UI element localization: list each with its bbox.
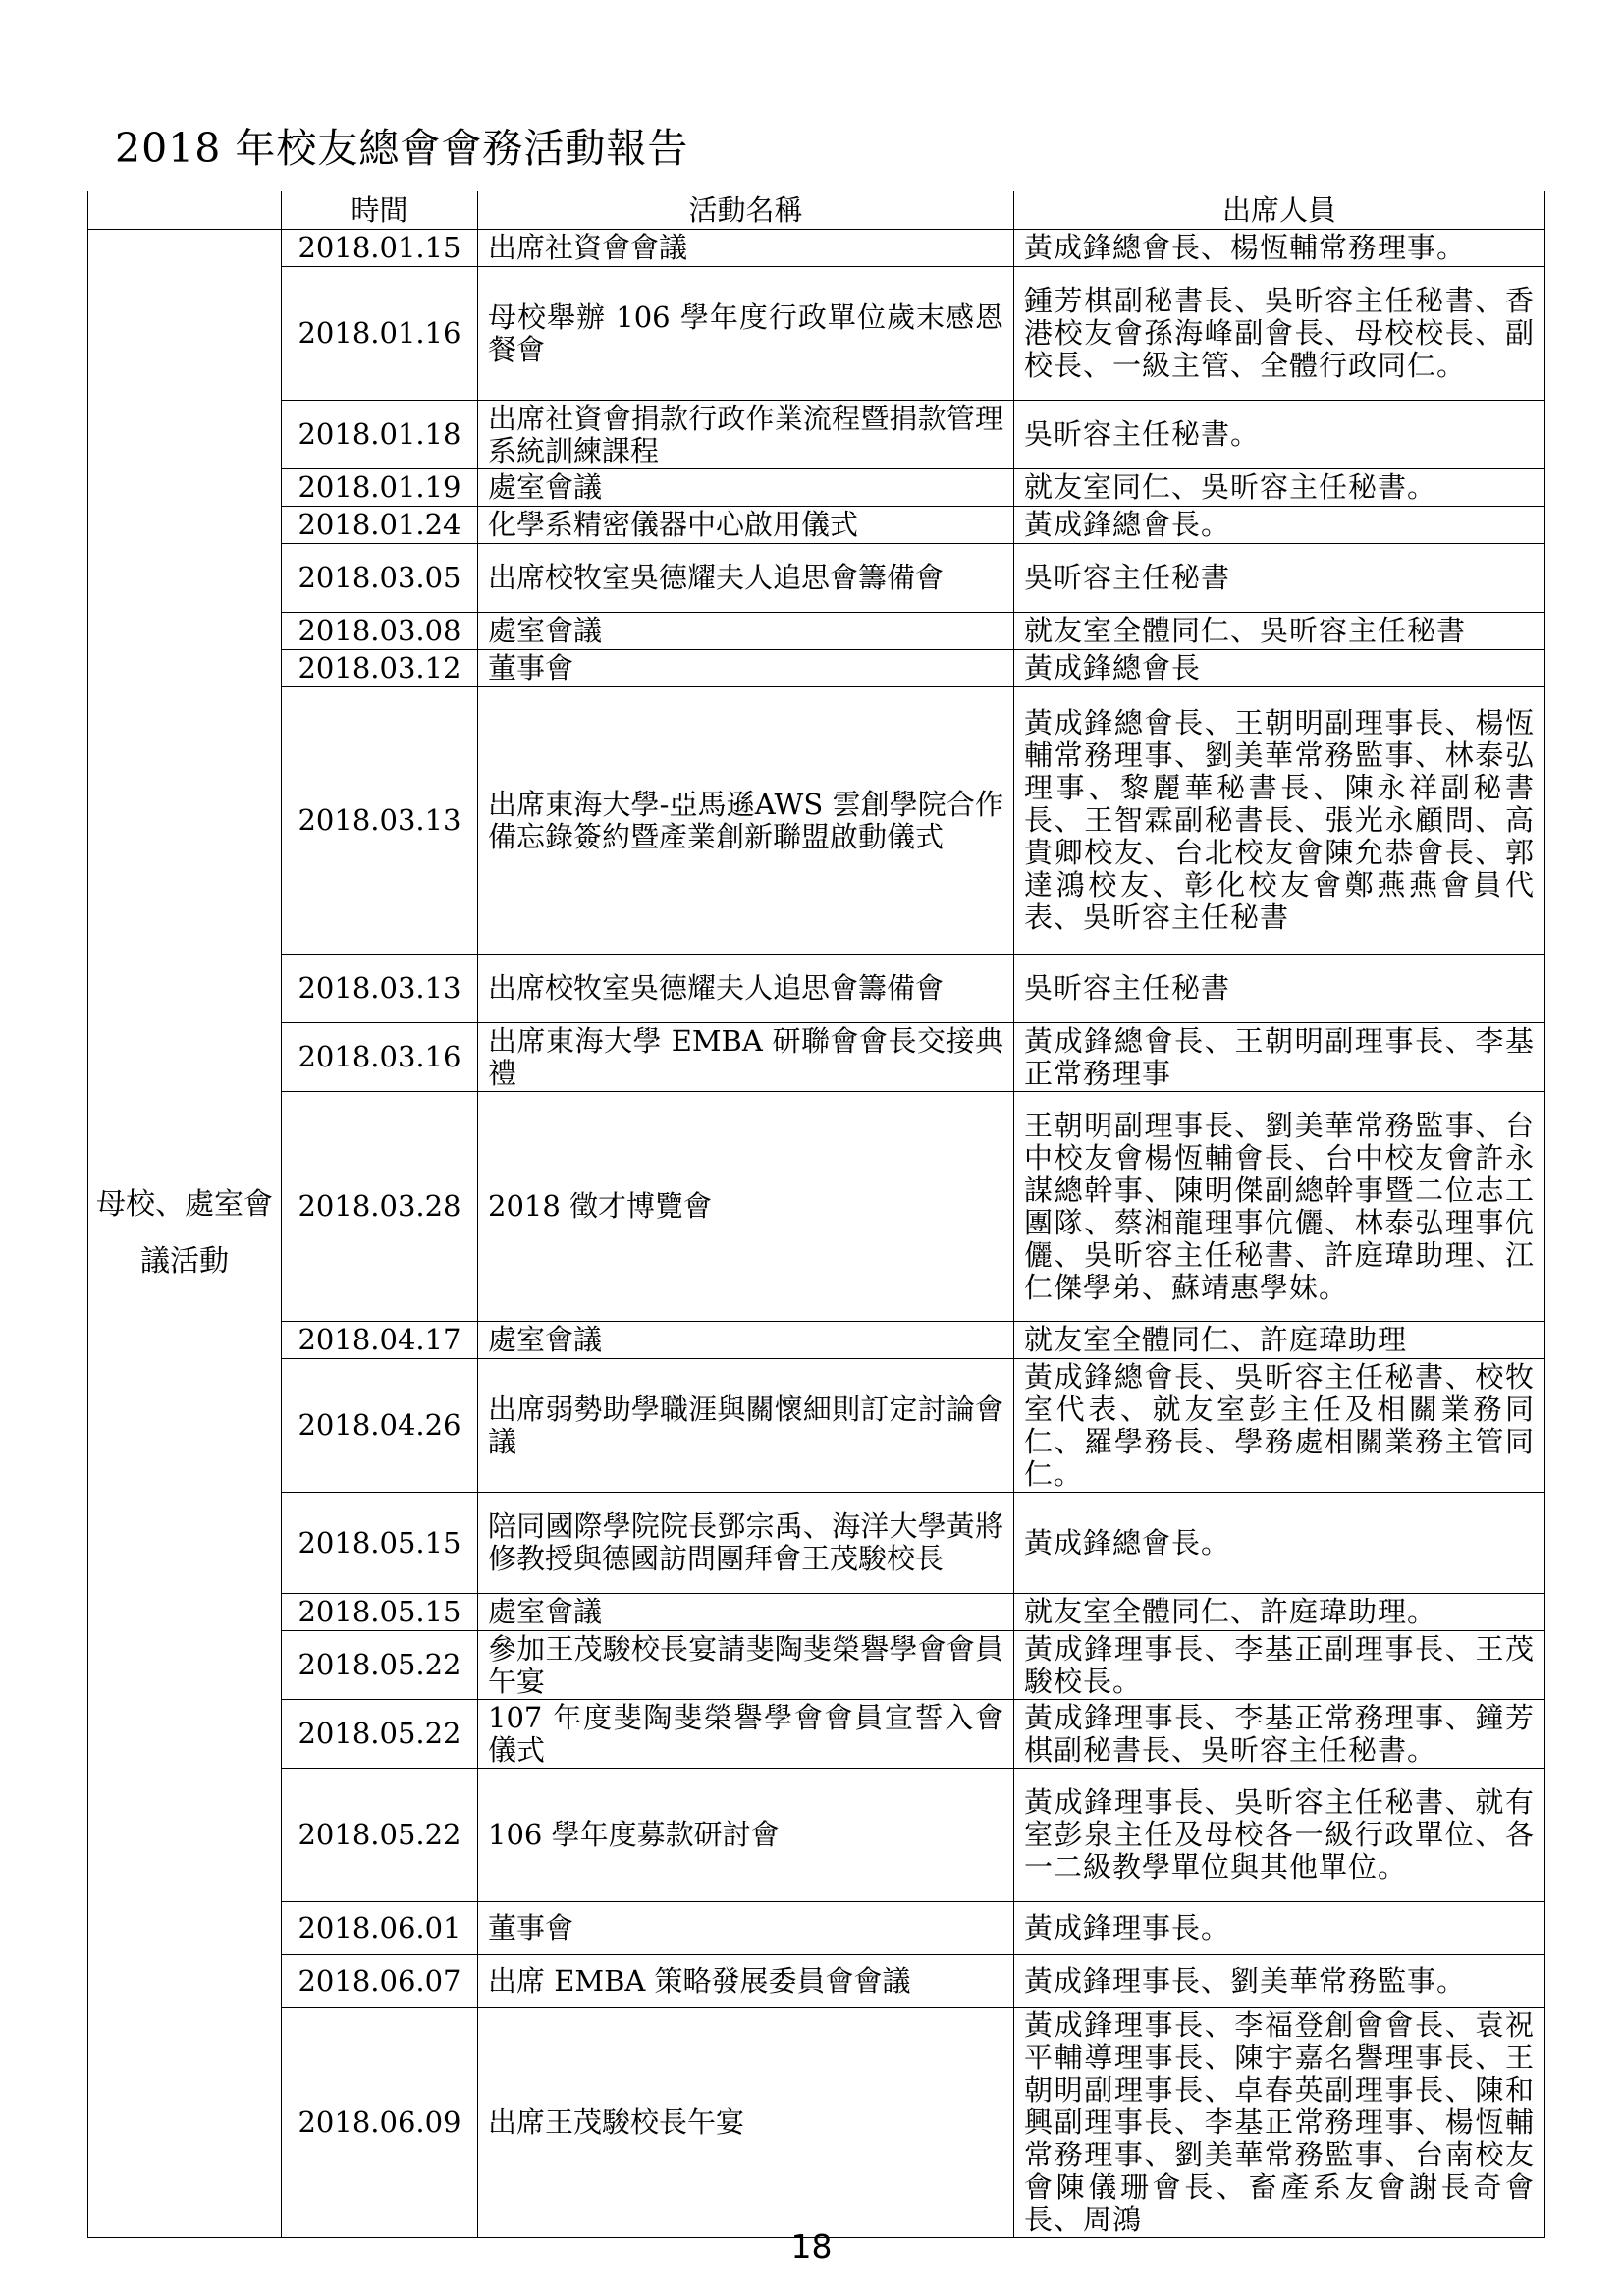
attendees-cell: 黃成鋒理事長。: [1014, 1902, 1545, 1955]
table-row: [88, 544, 1545, 613]
activity-cell: 處室會議: [478, 613, 1014, 650]
date-cell: 2018.03.13: [282, 687, 478, 955]
date-cell: 2018.03.12: [282, 650, 478, 687]
attendees-cell: 吳昕容主任秘書: [1014, 955, 1545, 1023]
attendees-cell: 就友室全體同仁、許庭瑋助理。: [1014, 1594, 1545, 1631]
table-row: [88, 1631, 1545, 1700]
table-row: [88, 401, 1545, 469]
date-cell: 2018.03.13: [282, 955, 478, 1023]
table-row: [88, 1359, 1545, 1493]
activity-cell: 處室會議: [478, 1594, 1014, 1631]
activity-cell: 處室會議: [478, 469, 1014, 507]
attendees-cell: 王朝明副理事長、劉美華常務監事、台中校友會楊恆輔會長、台中校友會許永謀總幹事、陳明傑副總幹事暨二位志工團隊、蔡湘龍理事伉儷、林泰弘理事伉儷、吳昕容主任秘書、許庭瑋助理、江仁傑學弟、蘇靖惠學妹。: [1014, 1092, 1545, 1322]
date-cell: 2018.06.01: [282, 1902, 478, 1955]
date-cell: 2018.06.09: [282, 2008, 478, 2238]
date-cell: 2018.06.07: [282, 1955, 478, 2008]
document-title: 2018 年校友總會會務活動報告: [115, 125, 689, 172]
table-row: [88, 267, 1545, 401]
table-row: [88, 650, 1545, 687]
date-cell: 2018.01.15: [282, 230, 478, 267]
activity-cell: 參加王茂駿校長宴請斐陶斐榮譽學會會員午宴: [478, 1631, 1014, 1700]
activity-cell: 出席 EMBA 策略發展委員會會議: [478, 1955, 1014, 2008]
date-cell: 2018.01.24: [282, 507, 478, 544]
table-row: [88, 2008, 1545, 2238]
table-row: [88, 1594, 1545, 1631]
header-date: 時間: [282, 191, 478, 230]
table-row: [88, 230, 1545, 267]
table-row: [88, 1322, 1545, 1359]
table-header-row: [88, 191, 1545, 230]
header-attendees: 出席人員: [1014, 191, 1545, 230]
activity-cell: 母校舉辦 106 學年度行政單位歲末感恩餐會: [478, 267, 1014, 401]
attendees-cell: 黃成鋒理事長、李福登創會會長、袁祝平輔導理事長、陳宇嘉名譽理事長、王朝明副理事長、卓春英副理事長、陳和興副理事長、李基正常務理事、楊恆輔常務理事、劉美華常務監事、台南校友會陳儀珊會長、畜產系友會謝長奇會長、周鴻: [1014, 2008, 1545, 2238]
attendees-cell: 就友室全體同仁、吳昕容主任秘書: [1014, 613, 1545, 650]
table-row: [88, 469, 1545, 507]
date-cell: 2018.05.22: [282, 1700, 478, 1769]
date-cell: 2018.01.18: [282, 401, 478, 469]
activity-cell: 化學系精密儀器中心啟用儀式: [478, 507, 1014, 544]
attendees-cell: 黃成鋒總會長。: [1014, 507, 1545, 544]
date-cell: 2018.05.15: [282, 1594, 478, 1631]
attendees-cell: 黃成鋒理事長、劉美華常務監事。: [1014, 1955, 1545, 2008]
header-category: [88, 191, 282, 230]
date-cell: 2018.03.28: [282, 1092, 478, 1322]
table-row: [88, 1023, 1545, 1092]
attendees-cell: 吳昕容主任秘書。: [1014, 401, 1545, 469]
page-number: 18: [790, 2227, 833, 2266]
date-cell: 2018.03.16: [282, 1023, 478, 1092]
activity-cell: 2018 徵才博覽會: [478, 1092, 1014, 1322]
activity-cell: 董事會: [478, 1902, 1014, 1955]
table-row: [88, 613, 1545, 650]
activity-cell: 出席校牧室吳德耀夫人追思會籌備會: [478, 544, 1014, 613]
activity-cell: 出席王茂駿校長午宴: [478, 2008, 1014, 2238]
activity-cell: 出席社資會捐款行政作業流程暨捐款管理系統訓練課程: [478, 401, 1014, 469]
activity-cell: 出席東海大學 EMBA 研聯會會長交接典禮: [478, 1023, 1014, 1092]
attendees-cell: 黃成鋒理事長、李基正常務理事、鐘芳棋副秘書長、吳昕容主任秘書。: [1014, 1700, 1545, 1769]
activity-cell: 董事會: [478, 650, 1014, 687]
attendees-cell: 黃成鋒總會長、王朝明副理事長、楊恆輔常務理事、劉美華常務監事、林泰弘理事、黎麗華秘書長、陳永祥副秘書長、王智霖副秘書長、張光永顧問、高貴卿校友、台北校友會陳允恭會長、郭達鴻校友、彰化校友會鄭燕燕會員代表、吳昕容主任秘書: [1014, 687, 1545, 955]
category-cell: 母校、處室會議活動: [88, 230, 282, 2238]
date-cell: 2018.04.26: [282, 1359, 478, 1493]
table-row: [88, 1700, 1545, 1769]
date-cell: 2018.05.22: [282, 1631, 478, 1700]
activity-cell: 107 年度斐陶斐榮譽學會會員宣誓入會儀式: [478, 1700, 1014, 1769]
attendees-cell: 黃成鋒理事長、李基正副理事長、王茂駿校長。: [1014, 1631, 1545, 1700]
activity-cell: 出席社資會會議: [478, 230, 1014, 267]
attendees-cell: 黃成鋒理事長、吳昕容主任秘書、就有室彭泉主任及母校各一級行政單位、各一二級教學單位與其他單位。: [1014, 1769, 1545, 1902]
activity-cell: 出席校牧室吳德耀夫人追思會籌備會: [478, 955, 1014, 1023]
activity-cell: 陪同國際學院院長鄧宗禹、海洋大學黃將修教授與德國訪問團拜會王茂駿校長: [478, 1493, 1014, 1594]
attendees-cell: 鍾芳棋副秘書長、吳昕容主任秘書、香港校友會孫海峰副會長、母校校長、副校長、一級主管、全體行政同仁。: [1014, 267, 1545, 401]
activity-cell: 106 學年度募款研討會: [478, 1769, 1014, 1902]
table-row: [88, 1955, 1545, 2008]
table-row: [88, 1769, 1545, 1902]
attendees-cell: 黃成鋒總會長。: [1014, 1493, 1545, 1594]
attendees-cell: 吳昕容主任秘書: [1014, 544, 1545, 613]
table-row: [88, 1092, 1545, 1322]
table-row: [88, 1493, 1545, 1594]
table-row: [88, 687, 1545, 955]
date-cell: 2018.03.08: [282, 613, 478, 650]
attendees-cell: 就友室同仁、吳昕容主任秘書。: [1014, 469, 1545, 507]
activity-cell: 處室會議: [478, 1322, 1014, 1359]
table-row: [88, 507, 1545, 544]
attendees-cell: 就友室全體同仁、許庭瑋助理: [1014, 1322, 1545, 1359]
date-cell: 2018.01.16: [282, 267, 478, 401]
table-row: [88, 1902, 1545, 1955]
date-cell: 2018.03.05: [282, 544, 478, 613]
attendees-cell: 黃成鋒總會長、王朝明副理事長、李基正常務理事: [1014, 1023, 1545, 1092]
date-cell: 2018.05.22: [282, 1769, 478, 1902]
activity-report-table: [87, 191, 1545, 2238]
attendees-cell: 黃成鋒總會長、吳昕容主任秘書、校牧室代表、就友室彭主任及相關業務同仁、羅學務長、學務處相關業務主管同仁。: [1014, 1359, 1545, 1493]
activity-cell: 出席東海大學-亞馬遜AWS 雲創學院合作備忘錄簽約暨產業創新聯盟啟動儀式: [478, 687, 1014, 955]
date-cell: 2018.04.17: [282, 1322, 478, 1359]
attendees-cell: 黃成鋒總會長: [1014, 650, 1545, 687]
date-cell: 2018.01.19: [282, 469, 478, 507]
activity-cell: 出席弱勢助學職涯與關懷細則訂定討論會議: [478, 1359, 1014, 1493]
attendees-cell: 黃成鋒總會長、楊恆輔常務理事。: [1014, 230, 1545, 267]
table-row: [88, 955, 1545, 1023]
date-cell: 2018.05.15: [282, 1493, 478, 1594]
header-activity: 活動名稱: [478, 191, 1014, 230]
